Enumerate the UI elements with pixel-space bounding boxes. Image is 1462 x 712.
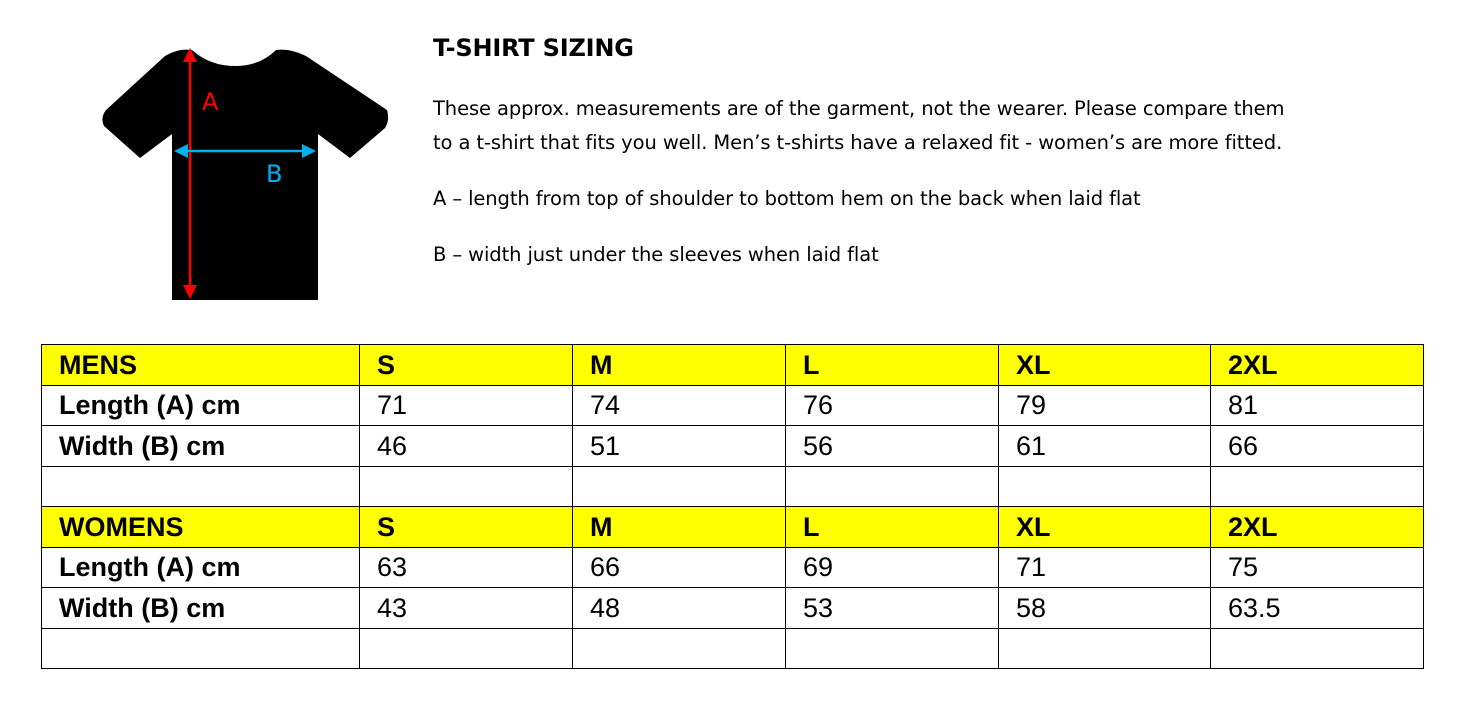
empty-cell: [360, 628, 573, 669]
intro-line-1: These approx. measurements are of the garment, not the wearer. Please compare them: [433, 97, 1285, 120]
womens-length-row: [42, 547, 1424, 588]
empty-cell: [42, 628, 360, 669]
label-b: B: [266, 160, 283, 188]
womens-width-row: [42, 588, 1424, 629]
table-cell: 69: [786, 547, 999, 588]
empty-cell: [999, 628, 1211, 669]
mens-width-row: [42, 426, 1424, 467]
empty-cell: [573, 466, 786, 507]
empty-cell: [42, 466, 360, 507]
table-cell: 76: [786, 385, 999, 426]
table-cell: 51: [573, 426, 786, 467]
table-cell: 74: [573, 385, 786, 426]
table-cell: 75: [1211, 547, 1424, 588]
empty-cell: [786, 628, 999, 669]
mens-size-header: XL: [999, 345, 1211, 386]
table-cell: 66: [573, 547, 786, 588]
womens-size-header: M: [573, 507, 786, 548]
tshirt-silhouette: [102, 50, 388, 300]
intro-line-2: to a t-shirt that fits you well. Men’s t-shirts have a relaxed fit - women’s are more fitted.: [433, 131, 1283, 154]
empty-cell: [786, 466, 999, 507]
table-cell: 66: [1211, 426, 1424, 467]
row-label: Width (B) cm: [42, 426, 360, 467]
womens-header-row: [42, 507, 1424, 548]
mens-header-label: MENS: [42, 345, 360, 386]
definition-a: A – length from top of shoulder to bottom hem on the back when laid flat: [433, 187, 1141, 210]
empty-cell: [1211, 628, 1424, 669]
table-cell: 81: [1211, 385, 1424, 426]
table-cell: 53: [786, 588, 999, 629]
empty-cell: [573, 628, 786, 669]
mens-size-header: M: [573, 345, 786, 386]
mens-length-row: [42, 385, 1424, 426]
table-cell: 56: [786, 426, 999, 467]
womens-size-header: 2XL: [1211, 507, 1424, 548]
mens-size-header: L: [786, 345, 999, 386]
row-label: Length (A) cm: [42, 385, 360, 426]
womens-header-label: WOMENS: [42, 507, 360, 548]
table-cell: 48: [573, 588, 786, 629]
row-label: Width (B) cm: [42, 588, 360, 629]
table-cell: 79: [999, 385, 1211, 426]
size-chart-table: [41, 344, 1424, 669]
table-cell: 71: [360, 385, 573, 426]
empty-cell: [360, 466, 573, 507]
table-cell: 63.5: [1211, 588, 1424, 629]
table-cell: 58: [999, 588, 1211, 629]
womens-size-header: S: [360, 507, 573, 548]
womens-size-header: XL: [999, 507, 1211, 548]
tshirt-diagram: [100, 44, 392, 306]
mens-header-row: [42, 345, 1424, 386]
table-cell: 63: [360, 547, 573, 588]
tshirt-icon: [100, 44, 392, 306]
spacer-row: [42, 466, 1424, 507]
definition-b: B – width just under the sleeves when laid flat: [433, 243, 879, 266]
table-cell: 43: [360, 588, 573, 629]
row-label: Length (A) cm: [42, 547, 360, 588]
womens-size-header: L: [786, 507, 999, 548]
table-cell: 46: [360, 426, 573, 467]
mens-size-header: 2XL: [1211, 345, 1424, 386]
label-a: A: [202, 88, 219, 116]
empty-cell: [1211, 466, 1424, 507]
sizing-intro: [433, 30, 1433, 272]
page-title: T-SHIRT SIZING: [433, 34, 634, 62]
spacer-row: [42, 628, 1424, 669]
mens-size-header: S: [360, 345, 573, 386]
table-cell: 61: [999, 426, 1211, 467]
intro-paragraph: [433, 92, 1433, 160]
empty-cell: [999, 466, 1211, 507]
table-cell: 71: [999, 547, 1211, 588]
